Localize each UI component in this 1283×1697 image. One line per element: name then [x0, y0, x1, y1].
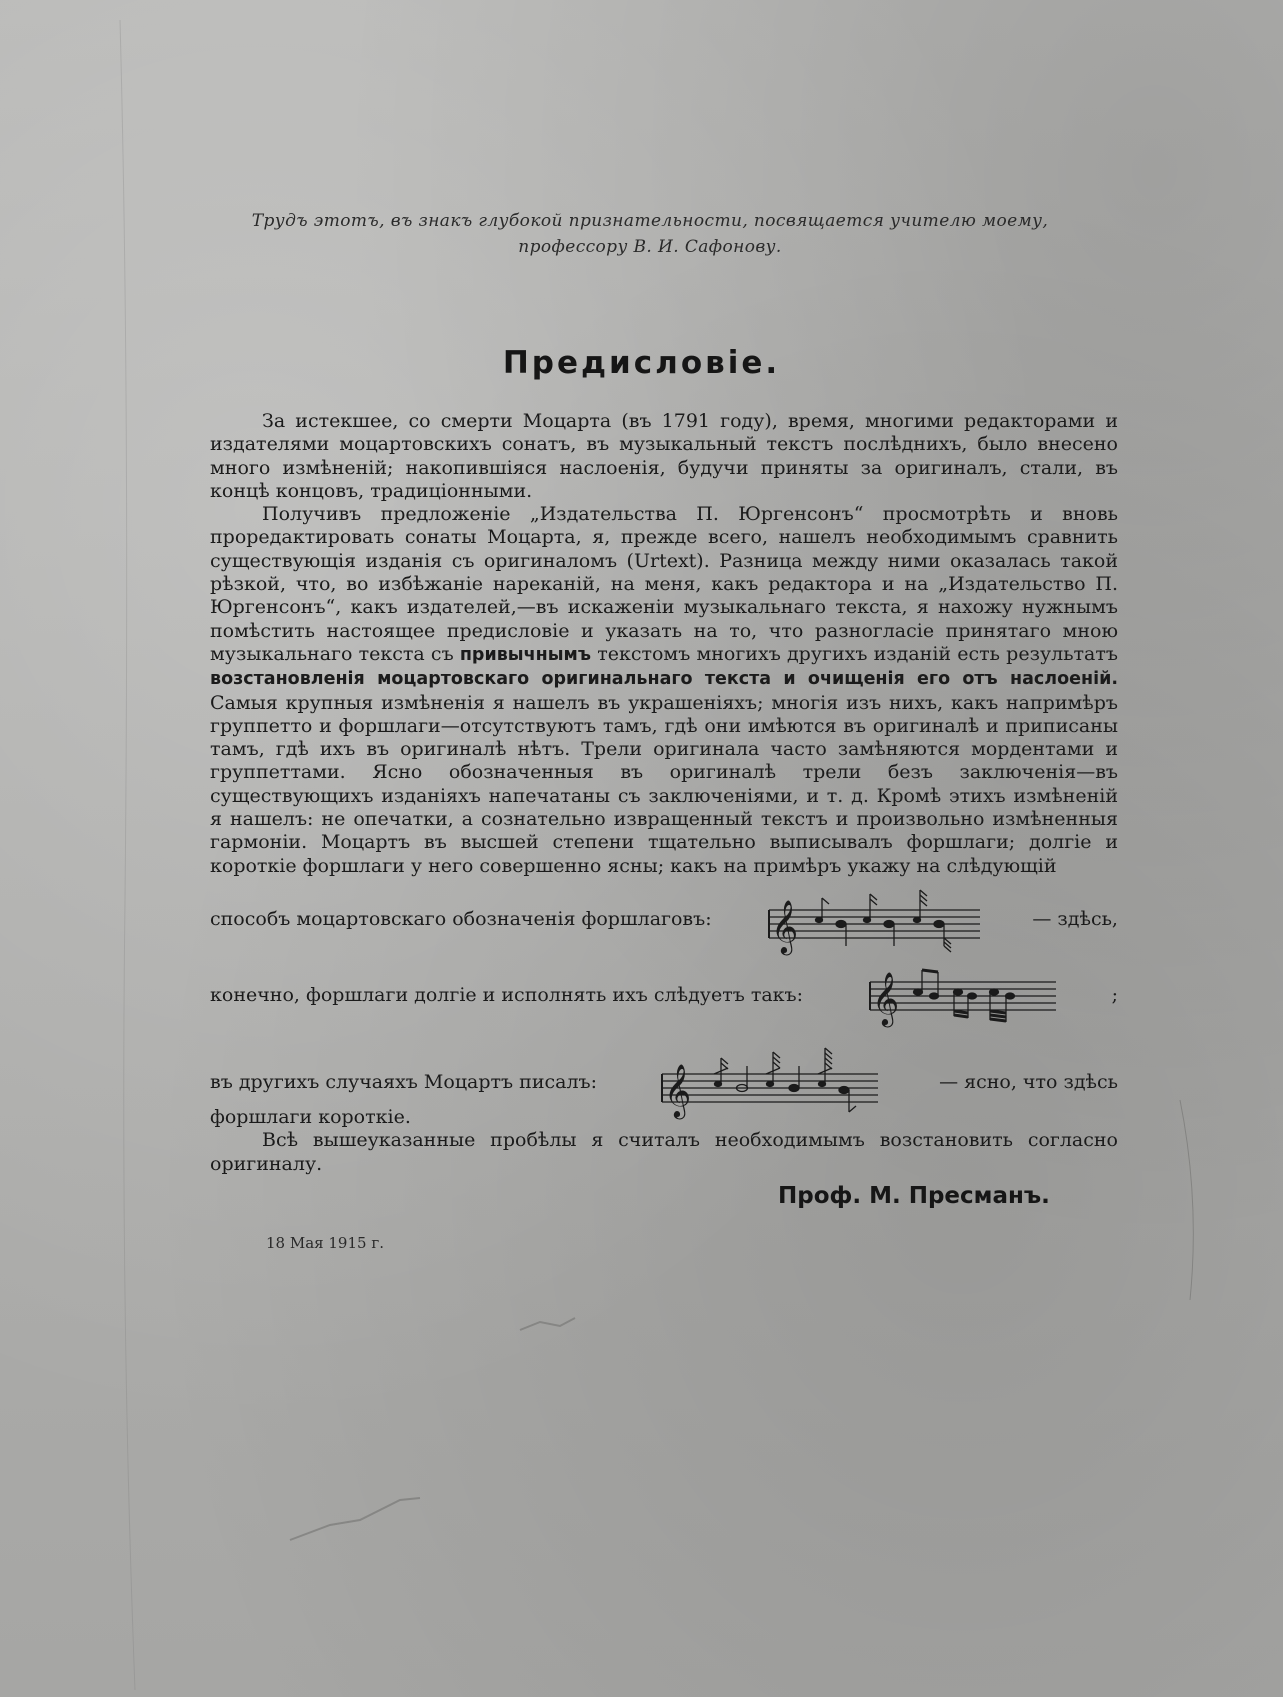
music-line-3-text-after: — ясно, что здѣсь: [939, 1071, 1118, 1093]
music-line-2-text-after: ;: [1111, 984, 1118, 1006]
author-signature: Проф. М. Пресманъ.: [778, 1183, 1050, 1209]
dedication-line-2: профессору В. И. Сафонову.: [518, 237, 782, 257]
music-example-line-1: [210, 880, 1118, 958]
preface-tail: [210, 1106, 1118, 1176]
emphasis-restoration: возстановленія моцартовскаго оригинальнаго текста и очищенія его отъ наслоеній.: [210, 669, 1118, 690]
dedication-line-1: Трудъ этотъ, въ знакъ глубокой признательности, посвящается учителю моему,: [251, 211, 1049, 231]
paragraph-2: Получивъ предложеніе „Издательства П. Юргенсонъ“ просмотрѣть и вновь проредактировать сонаты Моцарта, я, прежде всего, нашелъ необходимымъ сравнить существующія изданія съ оригиналомъ (Urtext). Разница между ними оказалась такой рѣзкой, что, во избѣжаніе нареканій, на меня, какъ редактора и на „Издательство П. Юргенсонъ“, какъ издателей,—въ искаженіи музыкальнаго текста, я нахожу нужнымъ помѣстить настоящее предисловіе и указать на то, что разногласіе принятаго мною музыкальнаго текста съ привычнымъ текстомъ многихъ другихъ изданій есть результатъ возстановленія моцартовскаго оригинальнаго текста и очищенія его отъ наслоеній. Самыя крупныя измѣненія я нашелъ въ украшеніяхъ; многія изъ нихъ, какъ напримѣръ группетто и форшлаги—отсутствуютъ тамъ, гдѣ они имѣются въ оригиналѣ и приписаны тамъ, гдѣ ихъ въ оригиналѣ нѣтъ. Трели оригинала часто замѣняются мордентами и группеттами. Ясно обозначенныя въ оригиналѣ трели безъ заключенія—въ существующихъ изданіяхъ напечатаны съ заключеніями, и т. д. Кромѣ этихъ измѣненій я нашелъ: не опечатки, а сознательно извращенный текстъ и произвольно измѣненныя гармоніи. Моцартъ въ высшей степени тщательно выписывалъ форшлаги; долгіе и короткіе форшлаги у него совершенно ясны; какъ на примѣръ укажу на слѣдующій: [210, 503, 1118, 877]
music-example-line-2: [210, 960, 1118, 1030]
preface-date: 18 Мая 1915 г.: [266, 1234, 384, 1252]
svg-text:𝄞: 𝄞: [872, 971, 900, 1025]
dedication: [180, 208, 1120, 260]
notation-example-1: [765, 880, 980, 958]
page-title: Предисловіе.: [502, 345, 781, 381]
preface-body: [210, 410, 1118, 878]
paragraph-1: За истекшее, со смерти Моцарта (въ 1791 году), время, многими редакторами и издателями моцартовскихъ сонатъ, въ музыкальный текстъ послѣднихъ, было внесено много измѣненій; накопившіяся наслоенія, будучи приняты за оригиналъ, стали, въ концѣ концовъ, традиціонными.: [210, 410, 1118, 502]
music-line-1-text-after: — здѣсь,: [1032, 908, 1118, 930]
music-line-3-text: въ другихъ случаяхъ Моцартъ писалъ:: [210, 1071, 598, 1093]
music-line-1-text: способъ моцартовскаго обозначенія форшлаговъ:: [210, 908, 712, 930]
svg-text:𝄞: 𝄞: [664, 1063, 692, 1117]
emphasis-habitual: привычнымъ: [459, 644, 592, 665]
notation-example-2: [866, 960, 1056, 1030]
paragraph-3: Всѣ вышеуказанные пробѣлы я считалъ необходимымъ возстановить согласно оригиналу.: [210, 1129, 1118, 1175]
svg-text:𝄞: 𝄞: [770, 899, 798, 953]
short-grace-notes-line: форшлаги короткіе.: [210, 1106, 411, 1128]
music-line-2-text: конечно, форшлаги долгіе и исполнять ихъ слѣдуетъ такъ:: [210, 984, 804, 1006]
